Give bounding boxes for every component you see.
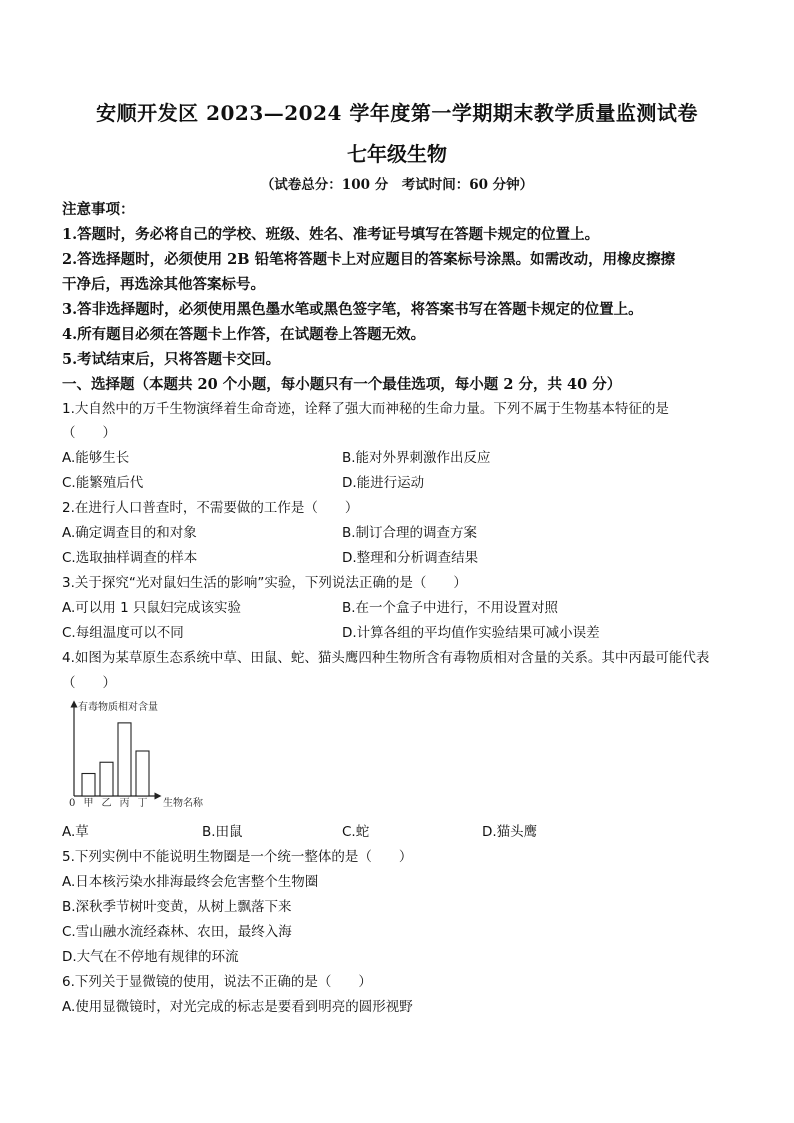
q3-stem: 3.关于探究“光对鼠妇生活的影响”实验，下列说法正确的是（ ） [62,575,467,591]
notice-item-3: 3.答非选择题时，必须使用黑色墨水笔或黑色签字笔，将答案书写在答题卡规定的位置上。 [62,301,643,318]
notice-item-2b: 干净后，再选涂其他答案标号。 [62,276,265,293]
q5-option-c: C.雪山融水流经森林、农田，最终入海 [62,924,292,940]
origin-label: 0 [69,798,76,809]
q2-stem: 2.在进行人口普查时，不需要做的工作是（ ） [62,500,359,516]
category-label-1: 乙 [101,798,112,809]
q4-option-b: B.田鼠 [202,824,243,840]
q4-option-c: C.蛇 [342,824,370,840]
q2-option-b: B.制订合理的调查方案 [342,525,478,541]
notice-item-1: 1.答题时，务必将自己的学校、班级、姓名、准考证号填写在答题卡规定的位置上。 [62,226,600,243]
q2-option-a: A.确定调查目的和对象 [62,525,197,541]
notice-item-5: 5.考试结束后，只将答题卡交回。 [62,351,281,368]
category-label-2: 丙 [119,798,130,809]
q3-option-d: D.计算各组的平均值作实验结果可减小误差 [342,625,600,641]
q6-stem: 6.下列关于显微镜的使用，说法不正确的是（ ） [62,974,372,990]
toxin-bar-chart [64,698,234,816]
q5-option-d: D.大气在不停地有规律的环流 [62,949,239,965]
q1-option-d: D.能进行运动 [342,475,425,491]
bar-3 [136,751,149,796]
exam-info: （试卷总分：100 分 考试时间：60 分钟） [260,177,534,193]
q2-option-c: C.选取抽样调查的样本 [62,550,198,566]
y-axis-label: 有毒物质相对含量 [78,702,158,713]
bar-0 [82,774,95,797]
q3-option-b: B.在一个盒子中进行，不用设置对照 [342,600,559,616]
notice-heading: 注意事项： [62,201,135,218]
q1-option-c: C.能繁殖后代 [62,475,144,491]
bar-1 [100,762,113,796]
q5-stem: 5.下列实例中不能说明生物圈是一个统一整体的是（ ） [62,849,413,865]
page-subtitle: 七年级生物 [347,142,447,166]
q6-option-a: A.使用显微镜时，对光完成的标志是要看到明亮的圆形视野 [62,999,413,1015]
page-title: 安顺开发区 2023—2024 学年度第一学期期末教学质量监测试卷 [96,101,698,125]
x-axis-label: 生物名称 [163,798,203,809]
q4-option-d: D.猫头鹰 [482,824,538,840]
q5-option-a: A.日本核污染水排海最终会危害整个生物圈 [62,874,319,890]
q2-option-d: D.整理和分析调查结果 [342,550,479,566]
notice-item-2a: 2.答选择题时，必须使用 2B 铅笔将答题卡上对应题目的答案标号涂黑。如需改动，用橡皮擦擦 [62,251,676,268]
q3-option-c: C.每组温度可以不同 [62,625,184,641]
q4-stem-paren: （ ） [62,675,116,691]
category-label-0: 甲 [83,798,94,809]
q1-option-a: A.能够生长 [62,450,130,466]
q1-option-b: B.能对外界刺激作出反应 [342,450,491,466]
q1-stem-paren: （ ） [62,425,116,441]
q4-option-a: A.草 [62,824,89,840]
q3-option-a: A.可以用 1 只鼠妇完成该实验 [62,600,241,616]
notice-item-4: 4.所有题目必须在答题卡上作答，在试题卷上答题无效。 [62,326,426,343]
q1-stem: 1.大自然中的万千生物演绎着生命奇迹，诠释了强大而神秘的生命力量。下列不属于生物基本特征的是 [62,401,669,417]
category-label-3: 丁 [137,798,148,809]
section-heading: 一、选择题（本题共 20 个小题，每小题只有一个最佳选项，每小题 2 分，共 40 分） [62,376,622,393]
q5-option-b: B.深秋季节树叶变黄，从树上飘落下来 [62,899,292,915]
q4-stem: 4.如图为某草原生态系统中草、田鼠、蛇、猫头鹰四种生物所含有毒物质相对含量的关系。其中丙最可能代表 [62,650,710,666]
bar-2 [118,723,131,796]
